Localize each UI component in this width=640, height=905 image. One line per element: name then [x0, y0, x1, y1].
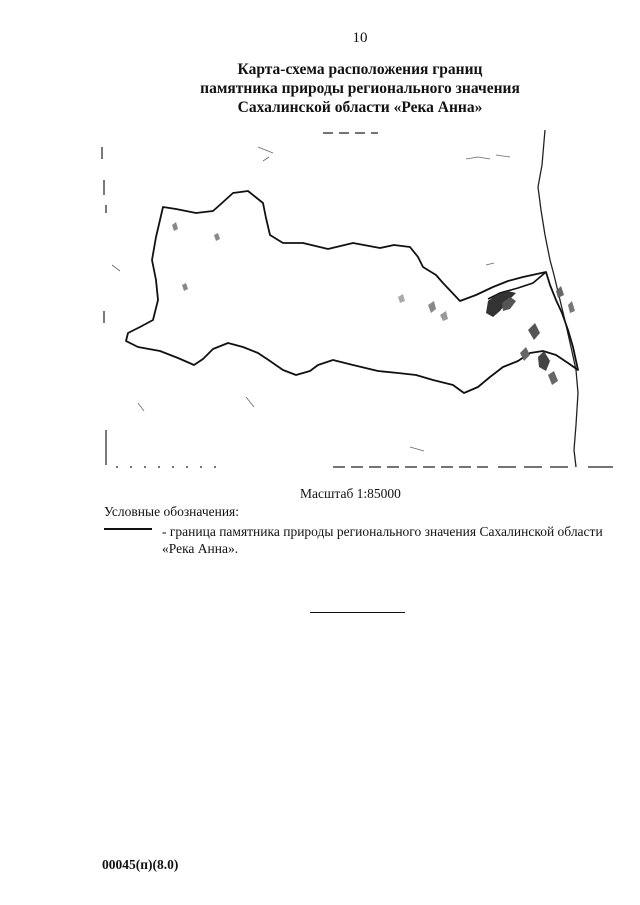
- closing-rule: [310, 612, 405, 613]
- document-code: 00045(п)(8.0): [102, 857, 179, 872]
- page-number: 10: [352, 30, 368, 46]
- legend-boundary-swatch: [104, 528, 152, 530]
- legend-title: Условные обозначения:: [104, 504, 240, 519]
- page-title: [130, 60, 590, 117]
- map-frame: [102, 133, 613, 467]
- title-line-3: Сахалинской области «Река Анна»: [237, 99, 483, 116]
- title-line-1: Карта-схема расположения границ: [237, 61, 483, 78]
- river-line: [538, 130, 578, 467]
- legend-boundary-text: - граница памятника природы регионального значения Сахалинской области «Река Анна».: [162, 524, 603, 556]
- scan-marks: [112, 147, 510, 451]
- scale-label: Масштаб 1:85000: [300, 486, 401, 501]
- boundary-map: [98, 125, 618, 475]
- title-line-2: памятника природы регионального значения: [200, 80, 520, 97]
